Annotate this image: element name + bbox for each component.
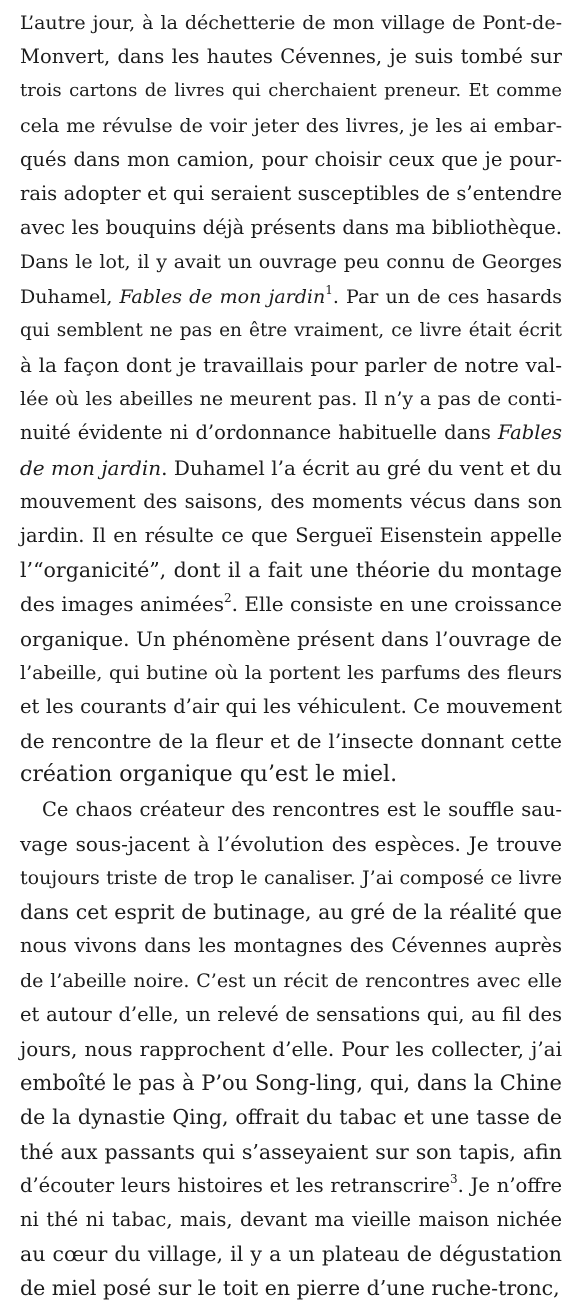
text-run: . Par un de ces hasards	[332, 285, 563, 308]
text-run: à la façon dont je travaillais pour parler de notre val-	[20, 353, 562, 377]
footnote-ref: 1	[325, 282, 333, 297]
text-line	[20, 861, 562, 895]
text-line	[20, 1271, 562, 1305]
text-run: Dans le lot, il y avait un ouvrage peu connu de Georges	[20, 251, 562, 274]
text-run: . Duhamel l’a écrit au gré du vent et du	[161, 455, 563, 480]
text-run: nous vivons dans les montagnes des Cévennes auprès	[20, 934, 562, 958]
text-line	[20, 1169, 562, 1203]
text-line	[20, 314, 562, 348]
text-line	[20, 1237, 562, 1271]
text-run: Duhamel,	[20, 285, 120, 308]
text-run: cela me révulse de voir jeter des livres, je les ai embar-	[20, 114, 562, 137]
text-line	[20, 6, 562, 40]
text-line	[20, 1135, 562, 1169]
text-line	[20, 587, 562, 621]
text-line	[20, 656, 562, 690]
text-line	[20, 245, 562, 279]
text-line	[20, 109, 562, 143]
italic-title: Fables de mon jardin	[119, 285, 326, 308]
text-run: de l’abeille noire. C’est un récit de rencontres avec elle	[20, 969, 562, 992]
text-run: de la dynastie Qing, offrait du tabac et une tasse de	[20, 1105, 562, 1130]
text-line	[20, 485, 562, 519]
text-run: jours, nous rapprochent d’elle. Pour les collecter, j’ai	[20, 1037, 562, 1061]
text-line	[20, 895, 562, 929]
text-line	[20, 724, 562, 758]
text-run: thé aux passants qui s’asseyaient sur son tapis, afin	[20, 1139, 562, 1164]
text-run: trois cartons de livres qui cherchaient preneur. Et comme	[20, 80, 562, 102]
text-run: emboîté le pas à P’ou Song-ling, qui, dans la Chine	[20, 1071, 562, 1096]
text-run: rais adopter et qui seraient susceptibles de s’entendre	[20, 182, 562, 205]
footnote-ref: 3	[449, 1171, 458, 1186]
text-run: lée où les abeilles ne meurent pas. Il n’y a pas de conti-	[20, 388, 562, 411]
text-run: Ce chaos créateur des rencontres est le souffle sau-	[42, 797, 562, 821]
text-line	[20, 622, 562, 656]
text-run: ni thé ni tabac, mais, devant ma vieille maison nichée	[20, 1208, 562, 1231]
text-run: des images animées	[20, 592, 224, 617]
text-run: de miel posé sur le toit en pierre d’une ruche-tronc,	[20, 1276, 560, 1301]
text-run: organique. Un phénomène présent dans l’ouvrage de	[20, 626, 562, 651]
text-line	[20, 998, 562, 1032]
document-page	[20, 6, 563, 1301]
text-line	[20, 382, 562, 416]
text-run: création organique qu’est le miel.	[20, 762, 398, 788]
text-line	[20, 758, 562, 792]
text-line	[20, 143, 562, 177]
text-line	[20, 929, 562, 963]
text-run: qués dans mon camion, pour choisir ceux que je pour-	[20, 147, 562, 171]
text-run: avec les bouquins déjà présents dans ma bibliothèque.	[20, 216, 562, 240]
text-run: Monvert, dans les hautes Cévennes, je suis tombé sur	[20, 45, 562, 69]
text-line	[20, 451, 562, 485]
text-run: nuité évidente ni d’ordonnance habituelle dans	[20, 421, 498, 445]
text-run: mouvement des saisons, des moments vécus dans son	[20, 489, 562, 513]
text-line	[20, 1203, 562, 1237]
italic-title: de mon jardin	[20, 455, 162, 480]
text-run: vage sous-jacent à l’évolution des espèces. Je trouve	[20, 831, 562, 856]
text-line	[20, 416, 562, 450]
text-line	[20, 177, 562, 211]
text-line	[20, 348, 562, 382]
text-line	[20, 1100, 562, 1134]
text-run: et autour d’elle, un relevé de sensations qui, au fil des	[20, 1002, 562, 1026]
text-line	[20, 211, 562, 245]
text-run: L’autre jour, à la déchetterie de mon village de Pont-de-	[20, 12, 562, 34]
footnote-ref: 2	[223, 591, 232, 606]
text-line	[20, 1066, 562, 1100]
text-line	[20, 793, 562, 827]
text-line	[20, 964, 562, 998]
text-run: jardin. Il en résulte ce que Sergueï Eisenstein appelle	[20, 524, 562, 547]
text-line	[20, 1032, 562, 1066]
text-run: . Je n’offre	[457, 1173, 562, 1197]
text-line	[20, 74, 562, 108]
text-run: qui semblent ne pas en être vraiment, ce livre était écrit	[20, 319, 562, 341]
text-run: toujours triste de trop le canaliser. J’ai composé ce livre	[20, 867, 562, 889]
text-line	[20, 519, 562, 553]
text-run: l’abeille, qui butine où la portent les parfums des fleurs	[20, 661, 562, 684]
text-line	[20, 553, 562, 587]
text-line	[20, 827, 562, 861]
text-line	[20, 40, 562, 74]
text-run: l’“organicité”, dont il a fait une théorie du montage	[20, 558, 562, 583]
text-line	[20, 280, 562, 314]
text-run: dans cet esprit de butinage, au gré de la réalité que	[20, 900, 562, 925]
text-run: et les courants d’air qui les véhiculent. Ce mouvement	[20, 695, 562, 718]
text-run: . Elle consiste en une croissance	[231, 592, 562, 617]
text-run: d’écouter leurs histoires et les retranscrire	[20, 1173, 450, 1197]
italic-title: Fables	[497, 421, 562, 445]
text-run: au cœur du village, il y a un plateau de dégustation	[20, 1242, 562, 1267]
text-line	[20, 690, 562, 724]
text-run: de rencontre de la fleur et de l’insecte donnant cette	[20, 729, 562, 754]
